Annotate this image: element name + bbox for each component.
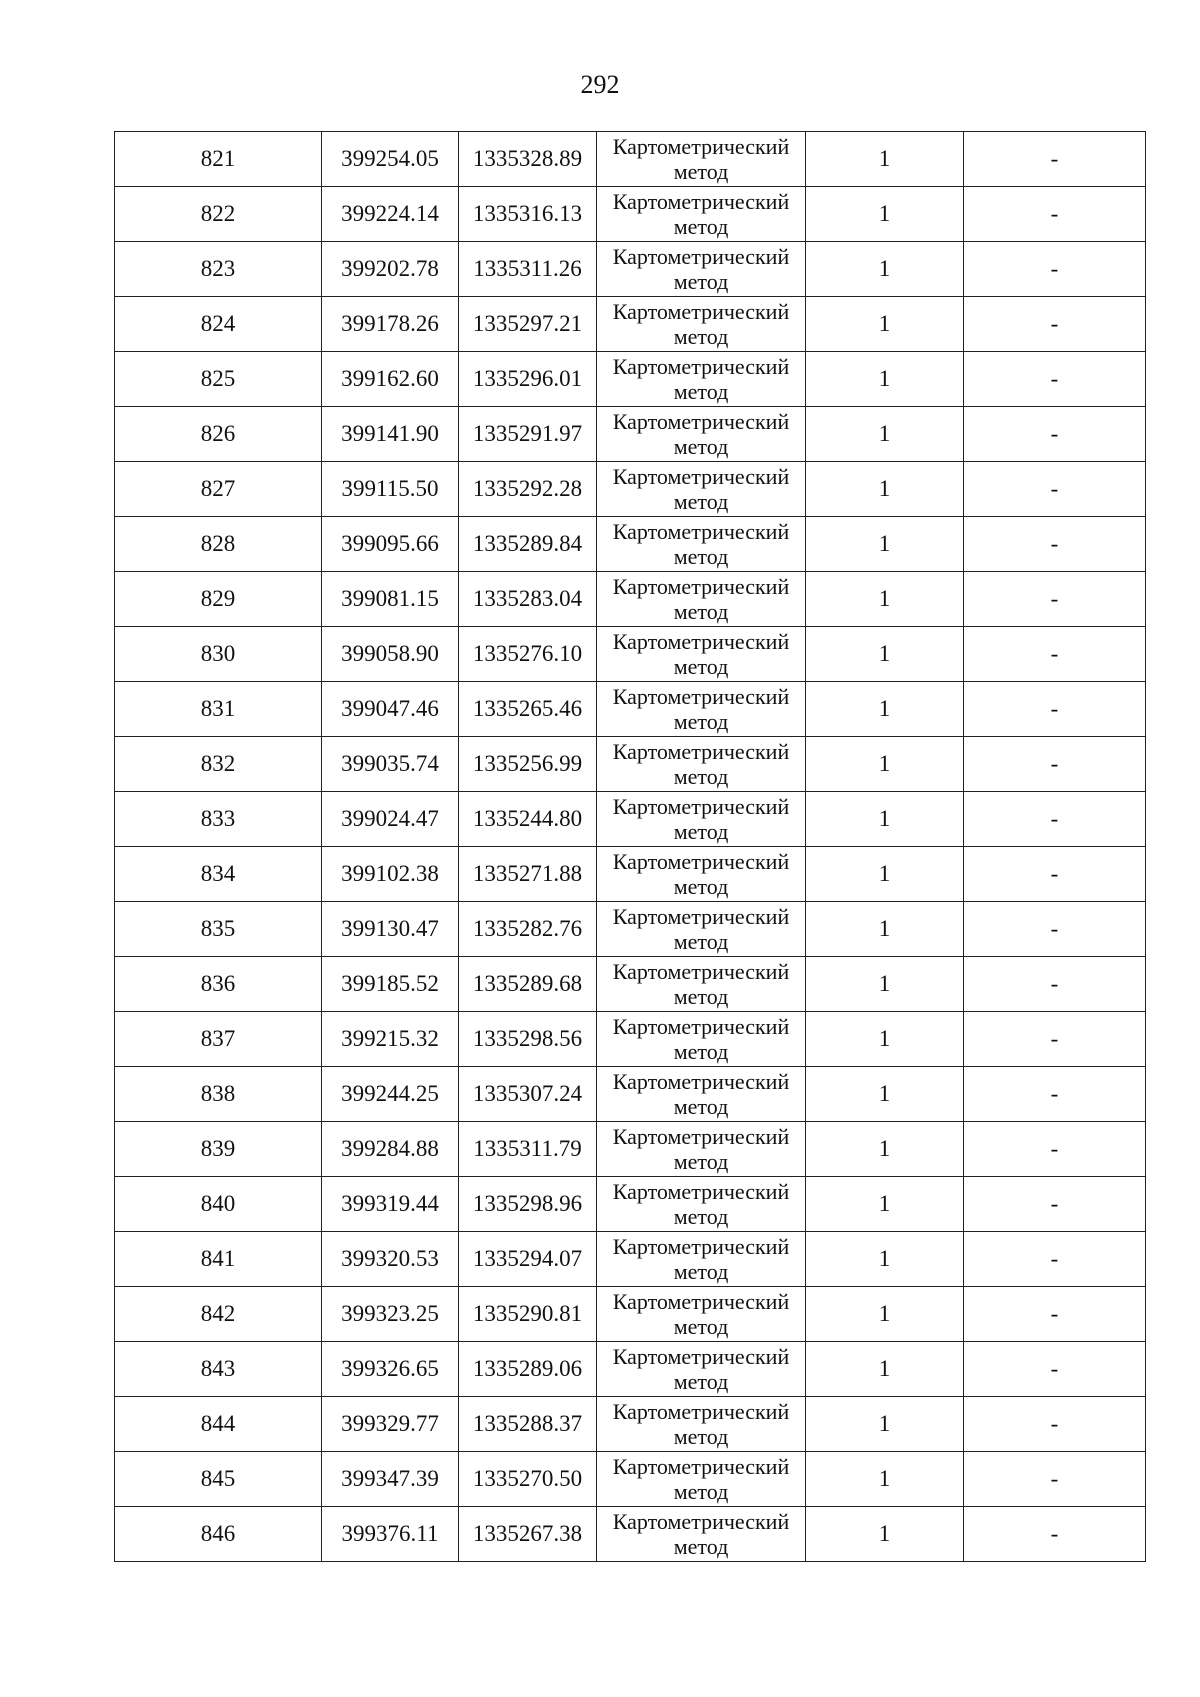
- table-row: [115, 902, 1146, 957]
- y-coordinate-cell: 1335271.88: [459, 847, 597, 902]
- x-coordinate-cell: 399326.65: [322, 1342, 459, 1397]
- method-cell: [597, 957, 806, 1012]
- method-line-2: метод: [673, 269, 729, 294]
- method-cell: [597, 242, 806, 297]
- y-coordinate-cell: 1335307.24: [459, 1067, 597, 1122]
- method-line-1: Картометрический: [612, 574, 790, 599]
- y-coordinate-cell: 1335328.89: [459, 132, 597, 187]
- point-number-cell: 821: [115, 132, 322, 187]
- x-coordinate-cell: 399323.25: [322, 1287, 459, 1342]
- table-row: [115, 1452, 1146, 1507]
- y-coordinate-cell: 1335298.96: [459, 1177, 597, 1232]
- value-cell: 1: [806, 187, 964, 242]
- x-coordinate-cell: 399244.25: [322, 1067, 459, 1122]
- method-line-2: метод: [673, 764, 729, 789]
- point-number-cell: 827: [115, 462, 322, 517]
- description-cell: -: [964, 407, 1146, 462]
- method-line-1: Картометрический: [612, 1014, 790, 1039]
- y-coordinate-cell: 1335316.13: [459, 187, 597, 242]
- description-cell: -: [964, 1067, 1146, 1122]
- x-coordinate-cell: 399320.53: [322, 1232, 459, 1287]
- method-cell: [597, 407, 806, 462]
- point-number-cell: 835: [115, 902, 322, 957]
- value-cell: 1: [806, 627, 964, 682]
- value-cell: 1: [806, 1287, 964, 1342]
- x-coordinate-cell: 399254.05: [322, 132, 459, 187]
- method-cell: [597, 517, 806, 572]
- y-coordinate-cell: 1335311.79: [459, 1122, 597, 1177]
- method-line-2: метод: [673, 1424, 729, 1449]
- description-cell: -: [964, 517, 1146, 572]
- point-number-cell: 834: [115, 847, 322, 902]
- point-number-cell: 845: [115, 1452, 322, 1507]
- table-row: [115, 1507, 1146, 1562]
- method-line-2: метод: [673, 324, 729, 349]
- x-coordinate-cell: 399141.90: [322, 407, 459, 462]
- table-row: [115, 792, 1146, 847]
- point-number-cell: 823: [115, 242, 322, 297]
- method-line-1: Картометрический: [612, 1234, 790, 1259]
- table-row: [115, 517, 1146, 572]
- method-cell: [597, 1177, 806, 1232]
- method-line-2: метод: [673, 1479, 729, 1504]
- table-row: [115, 352, 1146, 407]
- table-row: [115, 132, 1146, 187]
- method-cell: [597, 1452, 806, 1507]
- method-cell: [597, 902, 806, 957]
- y-coordinate-cell: 1335265.46: [459, 682, 597, 737]
- table-row: [115, 627, 1146, 682]
- point-number-cell: 829: [115, 572, 322, 627]
- method-cell: [597, 1342, 806, 1397]
- x-coordinate-cell: 399095.66: [322, 517, 459, 572]
- point-number-cell: 833: [115, 792, 322, 847]
- method-line-2: метод: [673, 1534, 729, 1559]
- description-cell: -: [964, 902, 1146, 957]
- value-cell: 1: [806, 407, 964, 462]
- y-coordinate-cell: 1335276.10: [459, 627, 597, 682]
- y-coordinate-cell: 1335292.28: [459, 462, 597, 517]
- point-number-cell: 828: [115, 517, 322, 572]
- method-line-2: метод: [673, 1259, 729, 1284]
- point-number-cell: 822: [115, 187, 322, 242]
- table-row: [115, 682, 1146, 737]
- value-cell: 1: [806, 1452, 964, 1507]
- table-row: [115, 1012, 1146, 1067]
- value-cell: 1: [806, 957, 964, 1012]
- method-line-2: метод: [673, 214, 729, 239]
- x-coordinate-cell: 399329.77: [322, 1397, 459, 1452]
- y-coordinate-cell: 1335296.01: [459, 352, 597, 407]
- y-coordinate-cell: 1335283.04: [459, 572, 597, 627]
- method-cell: [597, 297, 806, 352]
- value-cell: 1: [806, 1122, 964, 1177]
- point-number-cell: 846: [115, 1507, 322, 1562]
- table-row: [115, 407, 1146, 462]
- coordinates-table: [114, 131, 1146, 1562]
- x-coordinate-cell: 399081.15: [322, 572, 459, 627]
- method-cell: [597, 462, 806, 517]
- value-cell: 1: [806, 902, 964, 957]
- description-cell: -: [964, 1232, 1146, 1287]
- point-number-cell: 842: [115, 1287, 322, 1342]
- method-line-1: Картометрический: [612, 959, 790, 984]
- value-cell: 1: [806, 242, 964, 297]
- table-row: [115, 1287, 1146, 1342]
- description-cell: -: [964, 682, 1146, 737]
- method-line-2: метод: [673, 489, 729, 514]
- y-coordinate-cell: 1335291.97: [459, 407, 597, 462]
- y-coordinate-cell: 1335294.07: [459, 1232, 597, 1287]
- description-cell: -: [964, 1012, 1146, 1067]
- x-coordinate-cell: 399319.44: [322, 1177, 459, 1232]
- x-coordinate-cell: 399102.38: [322, 847, 459, 902]
- table-row: [115, 187, 1146, 242]
- method-cell: [597, 352, 806, 407]
- method-line-1: Картометрический: [612, 1344, 790, 1369]
- method-line-2: метод: [673, 1314, 729, 1339]
- y-coordinate-cell: 1335256.99: [459, 737, 597, 792]
- method-line-1: Картометрический: [612, 299, 790, 324]
- method-line-1: Картометрический: [612, 1124, 790, 1149]
- table-row: [115, 737, 1146, 792]
- method-cell: [597, 682, 806, 737]
- method-cell: [597, 1507, 806, 1562]
- method-line-1: Картометрический: [612, 244, 790, 269]
- value-cell: 1: [806, 572, 964, 627]
- method-line-2: метод: [673, 709, 729, 734]
- x-coordinate-cell: 399162.60: [322, 352, 459, 407]
- description-cell: -: [964, 1507, 1146, 1562]
- description-cell: -: [964, 132, 1146, 187]
- description-cell: -: [964, 1397, 1146, 1452]
- table-row: [115, 1067, 1146, 1122]
- page-number: 292: [580, 70, 620, 99]
- table-row: [115, 297, 1146, 352]
- method-line-2: метод: [673, 1094, 729, 1119]
- x-coordinate-cell: 399058.90: [322, 627, 459, 682]
- table-body: [115, 132, 1146, 1562]
- table-row: [115, 1342, 1146, 1397]
- method-line-2: метод: [673, 654, 729, 679]
- value-cell: 1: [806, 737, 964, 792]
- description-cell: -: [964, 627, 1146, 682]
- method-line-2: метод: [673, 1369, 729, 1394]
- method-line-1: Картометрический: [612, 1454, 790, 1479]
- y-coordinate-cell: 1335289.84: [459, 517, 597, 572]
- description-cell: -: [964, 187, 1146, 242]
- description-cell: -: [964, 1177, 1146, 1232]
- method-line-1: Картометрический: [612, 739, 790, 764]
- method-cell: [597, 847, 806, 902]
- value-cell: 1: [806, 462, 964, 517]
- x-coordinate-cell: 399047.46: [322, 682, 459, 737]
- x-coordinate-cell: 399284.88: [322, 1122, 459, 1177]
- method-line-1: Картометрический: [612, 849, 790, 874]
- point-number-cell: 831: [115, 682, 322, 737]
- table-row: [115, 1232, 1146, 1287]
- table-row: [115, 847, 1146, 902]
- x-coordinate-cell: 399115.50: [322, 462, 459, 517]
- value-cell: 1: [806, 1397, 964, 1452]
- value-cell: 1: [806, 792, 964, 847]
- method-cell: [597, 792, 806, 847]
- x-coordinate-cell: 399347.39: [322, 1452, 459, 1507]
- method-line-1: Картометрический: [612, 1509, 790, 1534]
- y-coordinate-cell: 1335244.80: [459, 792, 597, 847]
- method-cell: [597, 1067, 806, 1122]
- y-coordinate-cell: 1335270.50: [459, 1452, 597, 1507]
- description-cell: -: [964, 792, 1146, 847]
- y-coordinate-cell: 1335298.56: [459, 1012, 597, 1067]
- x-coordinate-cell: 399035.74: [322, 737, 459, 792]
- method-line-1: Картометрический: [612, 629, 790, 654]
- method-line-1: Картометрический: [612, 1069, 790, 1094]
- value-cell: 1: [806, 1342, 964, 1397]
- description-cell: -: [964, 1452, 1146, 1507]
- point-number-cell: 826: [115, 407, 322, 462]
- method-line-2: метод: [673, 929, 729, 954]
- value-cell: 1: [806, 132, 964, 187]
- point-number-cell: 832: [115, 737, 322, 792]
- point-number-cell: 825: [115, 352, 322, 407]
- x-coordinate-cell: 399024.47: [322, 792, 459, 847]
- table-row: [115, 572, 1146, 627]
- point-number-cell: 824: [115, 297, 322, 352]
- method-cell: [597, 132, 806, 187]
- x-coordinate-cell: 399202.78: [322, 242, 459, 297]
- value-cell: 1: [806, 1067, 964, 1122]
- method-line-1: Картометрический: [612, 1399, 790, 1424]
- method-cell: [597, 187, 806, 242]
- method-line-1: Картометрический: [612, 904, 790, 929]
- point-number-cell: 840: [115, 1177, 322, 1232]
- value-cell: 1: [806, 847, 964, 902]
- y-coordinate-cell: 1335267.38: [459, 1507, 597, 1562]
- value-cell: 1: [806, 1012, 964, 1067]
- description-cell: -: [964, 1342, 1146, 1397]
- table-row: [115, 242, 1146, 297]
- method-line-2: метод: [673, 819, 729, 844]
- method-line-2: метод: [673, 599, 729, 624]
- point-number-cell: 830: [115, 627, 322, 682]
- method-line-2: метод: [673, 379, 729, 404]
- y-coordinate-cell: 1335297.21: [459, 297, 597, 352]
- method-line-1: Картометрический: [612, 409, 790, 434]
- x-coordinate-cell: 399376.11: [322, 1507, 459, 1562]
- description-cell: -: [964, 297, 1146, 352]
- method-cell: [597, 1232, 806, 1287]
- method-cell: [597, 572, 806, 627]
- value-cell: 1: [806, 682, 964, 737]
- x-coordinate-cell: 399178.26: [322, 297, 459, 352]
- method-cell: [597, 737, 806, 792]
- method-line-1: Картометрический: [612, 189, 790, 214]
- description-cell: -: [964, 847, 1146, 902]
- point-number-cell: 841: [115, 1232, 322, 1287]
- value-cell: 1: [806, 1177, 964, 1232]
- method-line-2: метод: [673, 434, 729, 459]
- point-number-cell: 839: [115, 1122, 322, 1177]
- description-cell: -: [964, 352, 1146, 407]
- value-cell: 1: [806, 352, 964, 407]
- y-coordinate-cell: 1335288.37: [459, 1397, 597, 1452]
- x-coordinate-cell: 399130.47: [322, 902, 459, 957]
- table-row: [115, 462, 1146, 517]
- method-cell: [597, 627, 806, 682]
- method-cell: [597, 1397, 806, 1452]
- method-line-1: Картометрический: [612, 519, 790, 544]
- y-coordinate-cell: 1335289.06: [459, 1342, 597, 1397]
- description-cell: -: [964, 462, 1146, 517]
- value-cell: 1: [806, 1507, 964, 1562]
- point-number-cell: 837: [115, 1012, 322, 1067]
- table-row: [115, 1122, 1146, 1177]
- point-number-cell: 838: [115, 1067, 322, 1122]
- table-row: [115, 1397, 1146, 1452]
- description-cell: -: [964, 242, 1146, 297]
- table-row: [115, 1177, 1146, 1232]
- method-cell: [597, 1122, 806, 1177]
- method-line-1: Картометрический: [612, 1179, 790, 1204]
- method-line-2: метод: [673, 984, 729, 1009]
- value-cell: 1: [806, 1232, 964, 1287]
- y-coordinate-cell: 1335282.76: [459, 902, 597, 957]
- method-line-1: Картометрический: [612, 794, 790, 819]
- x-coordinate-cell: 399215.32: [322, 1012, 459, 1067]
- description-cell: -: [964, 1122, 1146, 1177]
- method-line-2: метод: [673, 1149, 729, 1174]
- value-cell: 1: [806, 297, 964, 352]
- method-cell: [597, 1287, 806, 1342]
- point-number-cell: 836: [115, 957, 322, 1012]
- method-line-2: метод: [673, 544, 729, 569]
- method-line-1: Картометрический: [612, 134, 790, 159]
- method-line-1: Картометрический: [612, 354, 790, 379]
- point-number-cell: 844: [115, 1397, 322, 1452]
- method-line-1: Картометрический: [612, 1289, 790, 1314]
- method-line-1: Картометрический: [612, 684, 790, 709]
- description-cell: -: [964, 572, 1146, 627]
- point-number-cell: 843: [115, 1342, 322, 1397]
- y-coordinate-cell: 1335290.81: [459, 1287, 597, 1342]
- table-row: [115, 957, 1146, 1012]
- description-cell: -: [964, 1287, 1146, 1342]
- method-cell: [597, 1012, 806, 1067]
- description-cell: -: [964, 957, 1146, 1012]
- method-line-1: Картометрический: [612, 464, 790, 489]
- method-line-2: метод: [673, 874, 729, 899]
- method-line-2: метод: [673, 1039, 729, 1064]
- value-cell: 1: [806, 517, 964, 572]
- method-line-2: метод: [673, 1204, 729, 1229]
- description-cell: -: [964, 737, 1146, 792]
- method-line-2: метод: [673, 159, 729, 184]
- y-coordinate-cell: 1335311.26: [459, 242, 597, 297]
- x-coordinate-cell: 399224.14: [322, 187, 459, 242]
- y-coordinate-cell: 1335289.68: [459, 957, 597, 1012]
- x-coordinate-cell: 399185.52: [322, 957, 459, 1012]
